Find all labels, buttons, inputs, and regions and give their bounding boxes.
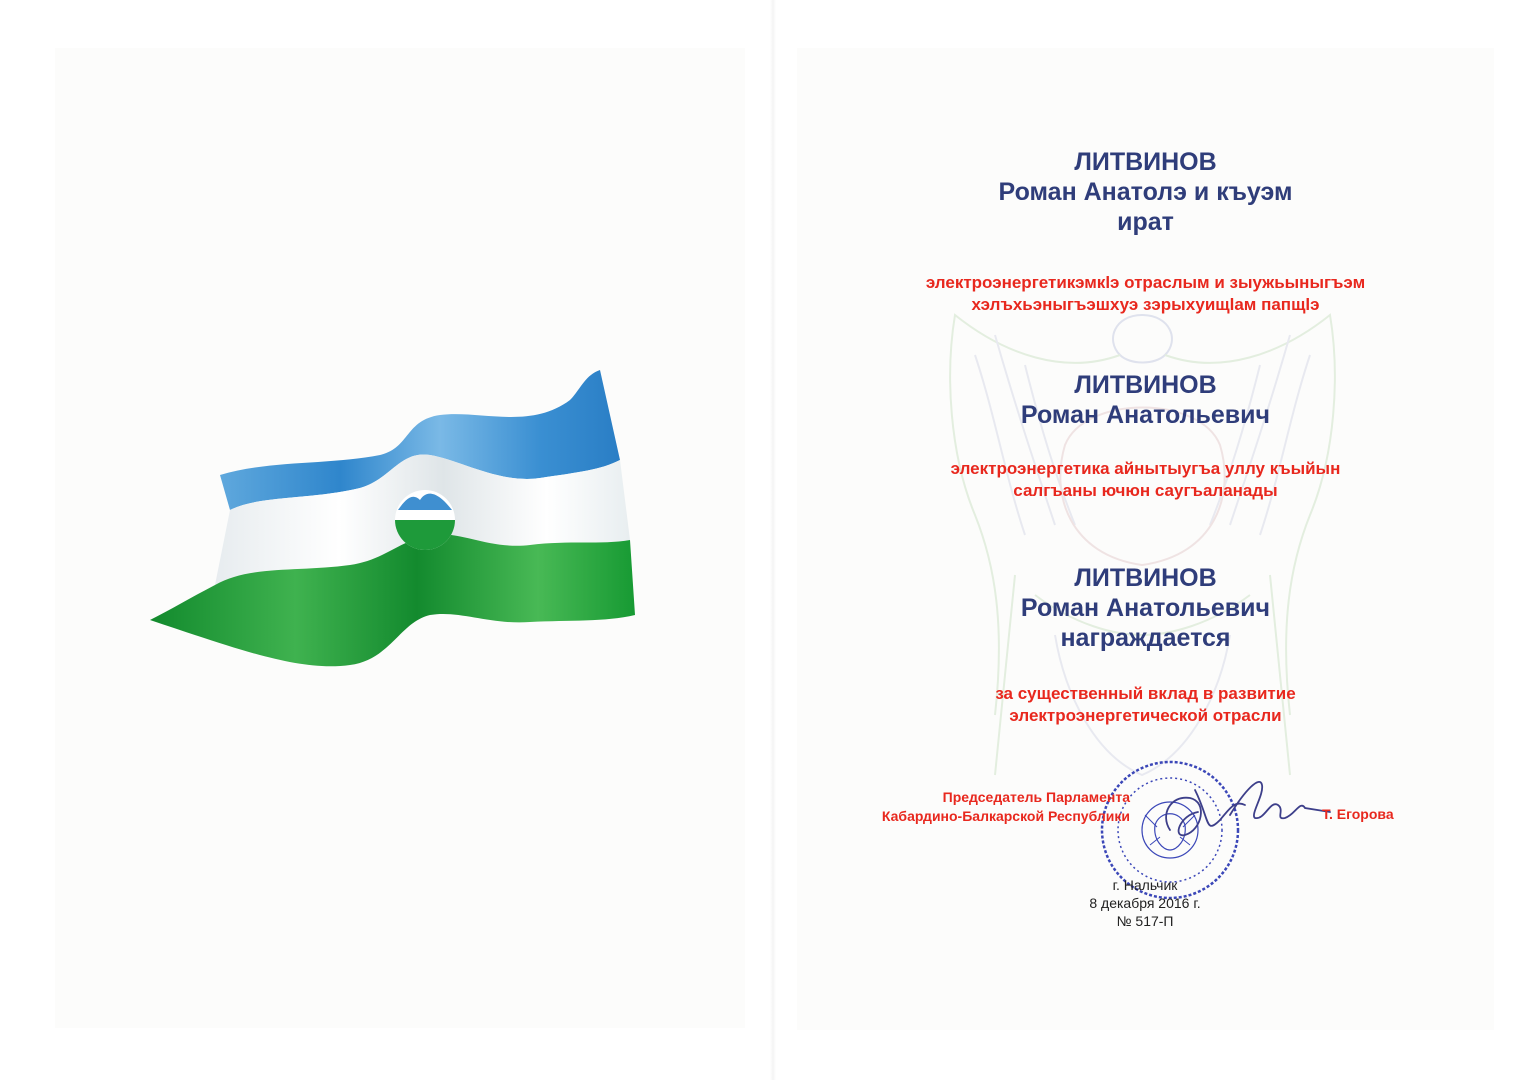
- award-reason-russian: [797, 683, 1494, 727]
- kbr-flag-icon: [130, 360, 650, 680]
- issue-date: 8 декабря 2016 г.: [1089, 895, 1201, 911]
- signatory-title-line: Председатель Парламента: [942, 789, 1130, 805]
- signatory-title: [850, 788, 1130, 826]
- page-fold: [770, 0, 776, 1080]
- award-block-balkar: [797, 370, 1494, 430]
- recipient-name-line: Роман Анатолэ и къуэм: [998, 178, 1293, 206]
- award-verb: ират: [1117, 208, 1174, 236]
- issue-number: № 517-П: [1116, 913, 1174, 929]
- reason-line: электроэнергетикэмкlэ отраслым и зыужьыныгъэм: [925, 273, 1366, 292]
- signatory-name: Т. Егорова: [1322, 806, 1394, 822]
- award-block-russian: [797, 563, 1494, 653]
- reason-line: за существенный вклад в развитие: [995, 684, 1296, 703]
- reason-line: электроэнергетика айнытыугъа уллу къыйын: [950, 459, 1341, 478]
- award-reason-kabardian: [797, 272, 1494, 316]
- issue-details: [1040, 876, 1250, 930]
- signatory-title-line: Кабардино-Балкарской Республики: [881, 808, 1130, 824]
- handwritten-signature: [1150, 760, 1335, 855]
- award-verb: награждается: [1060, 624, 1231, 652]
- reason-line: электроэнергетической отрасли: [1009, 706, 1282, 725]
- issue-city: г. Нальчик: [1112, 877, 1178, 893]
- recipient-surname: ЛИТВИНОВ: [1074, 564, 1217, 592]
- recipient-name-line: Роман Анатольевич: [1020, 594, 1271, 622]
- recipient-surname: ЛИТВИНОВ: [1074, 148, 1217, 176]
- recipient-name-line: Роман Анатольевич: [1020, 401, 1271, 429]
- award-block-kabardian: [797, 147, 1494, 237]
- reason-line: хэлъхьэныгъэшхуэ зэрыхуищlам папщlэ: [971, 295, 1320, 314]
- award-reason-balkar: [797, 458, 1494, 502]
- reason-line: салгъаны ючюн саугъаланады: [1013, 481, 1278, 500]
- recipient-surname: ЛИТВИНОВ: [1074, 371, 1217, 399]
